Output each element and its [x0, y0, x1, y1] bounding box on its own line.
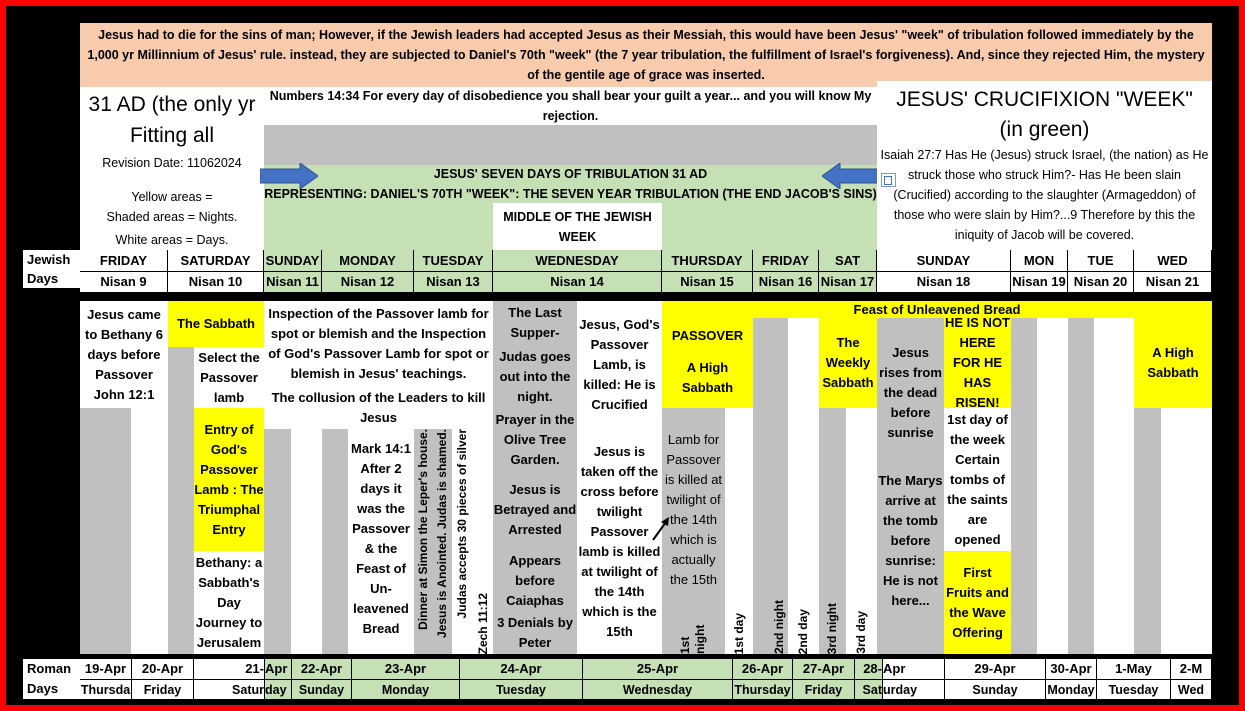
jewish-day-4: TUESDAY — [414, 250, 493, 271]
taken-off-cross: Jesus is taken off the cross before twilight Passover lamb is killed at twilight of the 14th which is the 15th — [577, 429, 662, 654]
roman-date-5: 23-Apr — [352, 659, 460, 679]
collusion: The collusion of the Leaders to kill Jesus — [264, 387, 493, 429]
bethany-arrival: Jesus came to Bethany 6 days before Passover John 12:1 — [80, 301, 168, 408]
wed21-day — [1161, 408, 1212, 654]
nisan-1: Nisan 10 — [168, 271, 264, 292]
first-night — [662, 612, 725, 654]
sat-night — [168, 347, 194, 654]
jewish-day-1: SATURDAY — [168, 250, 264, 271]
jewish-day-8: SAT — [819, 250, 877, 271]
numbers-verse: Numbers 14:34 For every day of disobedience you shall bear your guilt a year... and you will know My rejection. — [264, 87, 877, 125]
header-green-right — [662, 203, 877, 250]
roman-date-2: 21- — [194, 659, 265, 679]
tue20-night — [1068, 318, 1094, 654]
nisan-8: Nisan 17 — [819, 271, 877, 292]
roman-day-8: Thursday — [733, 679, 793, 699]
jewish-day-12: WED — [1134, 250, 1212, 271]
mark-14: Mark 14:1 After 2 days it was the Passover & the Feast of Un-leavened Bread — [348, 429, 414, 654]
not-here: HE IS NOT HERE FOR HE HAS RISEN! — [944, 318, 1010, 408]
jewish-label-days: Days — [23, 269, 80, 288]
jewish-day-11: TUE — [1068, 250, 1134, 271]
roman-day-9: Friday — [793, 679, 855, 699]
roman-date-14: 1-May — [1097, 659, 1171, 679]
legend-white: White areas = Days. — [115, 233, 229, 247]
weekly-sabbath: The Weekly Sabbath — [819, 318, 877, 408]
third-day-text: 3rd day — [854, 611, 868, 654]
second-night-text: 2nd night — [772, 600, 786, 654]
jewish-day-0: FRIDAY — [80, 250, 168, 271]
roman-day-13: Monday — [1046, 679, 1097, 699]
passover-high-sabbath — [662, 318, 753, 408]
marys: The Marys arrive at the tomb before sunrise: He is not here... — [877, 467, 944, 654]
roman-day-14: Tuesday — [1097, 679, 1171, 699]
dinner-simon-text: Dinner at Simon the Leper's house. — [416, 429, 430, 630]
seven-days-title: JESUS' SEVEN DAYS OF TRIBULATION 31 AD — [433, 167, 708, 181]
roman-label: Roman — [23, 659, 80, 679]
nisan-3: Nisan 12 — [322, 271, 414, 292]
diagonal-arrow-icon — [650, 516, 672, 542]
jesus-anointed — [433, 429, 452, 654]
nisan-2: Nisan 11 — [264, 271, 322, 292]
right-title-panel — [877, 81, 1212, 250]
jewish-label: Jewish — [23, 250, 80, 269]
roman-date-13: 30-Apr — [1046, 659, 1097, 679]
betrayed: Jesus is Betrayed and Arrested — [493, 471, 577, 549]
calendar-chart — [6, 6, 1239, 705]
nisan-0: Nisan 9 — [80, 271, 168, 292]
the-sabbath: The Sabbath — [168, 301, 264, 347]
roman-day-3: day — [265, 679, 292, 699]
jewish-day-6: THURSDAY — [662, 250, 753, 271]
nisan-4: Nisan 13 — [414, 271, 493, 292]
caiaphas: Appears before Caiaphas — [493, 549, 577, 612]
roman-date-1: 20-Apr — [132, 659, 194, 679]
header-shade-band — [264, 125, 877, 165]
roman-date-4: 22-Apr — [292, 659, 352, 679]
first-fruits: First Fruits and the Wave Offering — [944, 551, 1011, 654]
first-day-text: 1st day — [731, 612, 746, 654]
jewish-day-2: SUNDAY — [264, 250, 322, 271]
second-day — [788, 318, 819, 654]
nisan-10: Nisan 19 — [1011, 271, 1068, 292]
wed21-night — [1134, 408, 1161, 654]
jewish-day-9: SUNDAY — [877, 250, 1011, 271]
feast-unleavened: Feast of Unleavened Bread — [662, 301, 1212, 318]
first-day — [725, 408, 753, 654]
roman-day-1: Friday — [132, 679, 194, 699]
jewish-day-10: MON — [1011, 250, 1068, 271]
zech-ref-text: Zech 11:12 — [475, 592, 490, 654]
sun-night — [264, 429, 291, 654]
left-arrow-icon — [822, 163, 880, 189]
roman-day-12: Sunday — [945, 679, 1046, 699]
nisan-6: Nisan 15 — [662, 271, 753, 292]
roman-day-11: urday — [883, 679, 945, 699]
third-night — [819, 408, 846, 654]
judas-silver-text: Judas accepts 30 pieces of silver — [455, 429, 469, 619]
peter-denials: 3 Denials by Peter — [493, 612, 577, 654]
roman-day-7: Wednesday — [583, 679, 733, 699]
high-sabbath-wed: A High Sabbath — [1134, 318, 1212, 408]
roman-day-15: Wed — [1171, 679, 1212, 699]
inspection: Inspection of the Passover lamb for spot or blemish and the Inspection of God's Passover Lamb for spot or blemish in Jesus' teachings. — [264, 301, 493, 387]
roman-date-10: 28- — [855, 659, 883, 679]
roman-day-2: Satur — [194, 679, 265, 699]
dinner-simon — [414, 429, 433, 654]
roman-date-9: 27-Apr — [793, 659, 855, 679]
first-day-week: 1st day of the week Certain tombs of the saints are opened — [944, 408, 1011, 551]
triumphal-entry: Entry of God's Passover Lamb : The Triumphal Entry — [194, 408, 264, 551]
roman-day-4: Sunday — [292, 679, 352, 699]
second-day-text: 2nd day — [796, 608, 810, 654]
roman-date-11: Apr — [883, 659, 945, 679]
roman-date-6: 24-Apr — [460, 659, 583, 679]
fri-night — [80, 408, 131, 654]
judas-out: Judas goes out into the night. — [493, 345, 577, 408]
passover-label: PASSOVER — [671, 328, 744, 343]
nisan-9: Nisan 18 — [877, 271, 1011, 292]
high-sabbath-label: A High Sabbath — [681, 360, 734, 395]
left-title: 31 AD (the only yr Fitting all — [88, 93, 256, 147]
mon-night — [322, 429, 348, 654]
roman-date-3: Apr — [265, 659, 292, 679]
nisan-11: Nisan 20 — [1068, 271, 1134, 292]
jesus-anointed-text: Jesus is Anointed. Judas is shamed. — [435, 429, 449, 638]
roman-label-days: Days — [23, 679, 80, 699]
jewish-day-5: WEDNESDAY — [493, 250, 662, 271]
roman-day-6: Tuesday — [460, 679, 583, 699]
select-lamb: Select the Passover lamb — [194, 347, 264, 408]
nisan-5: Nisan 14 — [493, 271, 662, 292]
olive-prayer: Prayer in the Olive Tree Garden. — [493, 408, 577, 471]
mon19-day — [1037, 318, 1068, 654]
tue20-day — [1094, 318, 1134, 654]
middle-week: MIDDLE OF THE JEWISH WEEK — [493, 203, 662, 250]
mon19-night — [1011, 318, 1037, 654]
seven-days-band — [264, 165, 877, 203]
roman-date-12: 29-Apr — [945, 659, 1046, 679]
judas-silver — [452, 429, 473, 654]
bethany-journey: Bethany: a Sabbath's Day Journey to Jerusalem — [194, 551, 264, 654]
roman-day-10: Sat — [855, 679, 883, 699]
right-title: JESUS' CRUCIFIXION "WEEK" (in green) — [896, 88, 1193, 141]
jewish-day-3: MONDAY — [322, 250, 414, 271]
first-night-text: 1st night — [677, 624, 707, 654]
roman-date-0: 19-Apr — [80, 659, 132, 679]
left-title-panel — [80, 87, 264, 250]
right-arrow-icon — [260, 163, 318, 189]
sun-day — [291, 429, 322, 654]
banner-text: Jesus had to die for the sins of man; However, if the Jewish leaders had accepted Jesus as their Messiah, this would have been Jesus' "week" of tribulation followed immediately by the 1,000 yr Millinnium of Jesus' rule. instead, they are subjected to Daniel's 70th "week" (the 7 year tribulation, the fulfillment of Israel's forgiveness). And, since they rejected Him, the mystery of the gentile age of grace was inserted. — [80, 23, 1212, 87]
fri-day — [131, 408, 168, 654]
roman-date-7: 25-Apr — [583, 659, 733, 679]
rises: Jesus rises from the dead before sunrise — [877, 318, 944, 467]
representing-text: REPRESENTING: DANIEL'S 70TH "WEEK": THE SEVEN YEAR TRIBULATION (THE END JACOB'S SINS) — [264, 187, 877, 201]
nisan-12: Nisan 21 — [1134, 271, 1212, 292]
legend-shaded: Shaded areas = Nights. — [106, 210, 238, 224]
crucified: Jesus, God's Passover Lamb, is killed: He is Crucified — [577, 301, 662, 429]
lamb-killed: Lamb for Passover is killed at twilight of the 14th which is actually the 15th — [662, 408, 725, 612]
jewish-day-7: FRIDAY — [753, 250, 819, 271]
nisan-7: Nisan 16 — [753, 271, 819, 292]
third-day — [846, 408, 877, 654]
header-green-left — [264, 203, 493, 250]
zech-ref — [473, 429, 493, 654]
roman-date-8: 26-Apr — [733, 659, 793, 679]
revision-date: Revision Date: 11062024 — [102, 156, 242, 170]
roman-day-0: Thursda — [80, 679, 132, 699]
paste-options-icon — [881, 173, 896, 187]
isaiah-verse: Isaiah 27:7 Has He (Jesus) struck Israel, (the nation) as He struck those who struck Him?- Has He been slain (Crucified) according to the slaughter (Armageddon) of those who were slain by Him?...9 Therefore by this the iniquity of Jacob will be covered. — [880, 148, 1209, 242]
last-supper: The Last Supper- — [493, 301, 577, 345]
second-night — [771, 546, 788, 654]
roman-day-5: Monday — [352, 679, 460, 699]
roman-date-15: 2-M — [1171, 659, 1212, 679]
legend-yellow: Yellow areas = — [131, 190, 213, 204]
third-night-text: 3rd night — [825, 602, 839, 654]
